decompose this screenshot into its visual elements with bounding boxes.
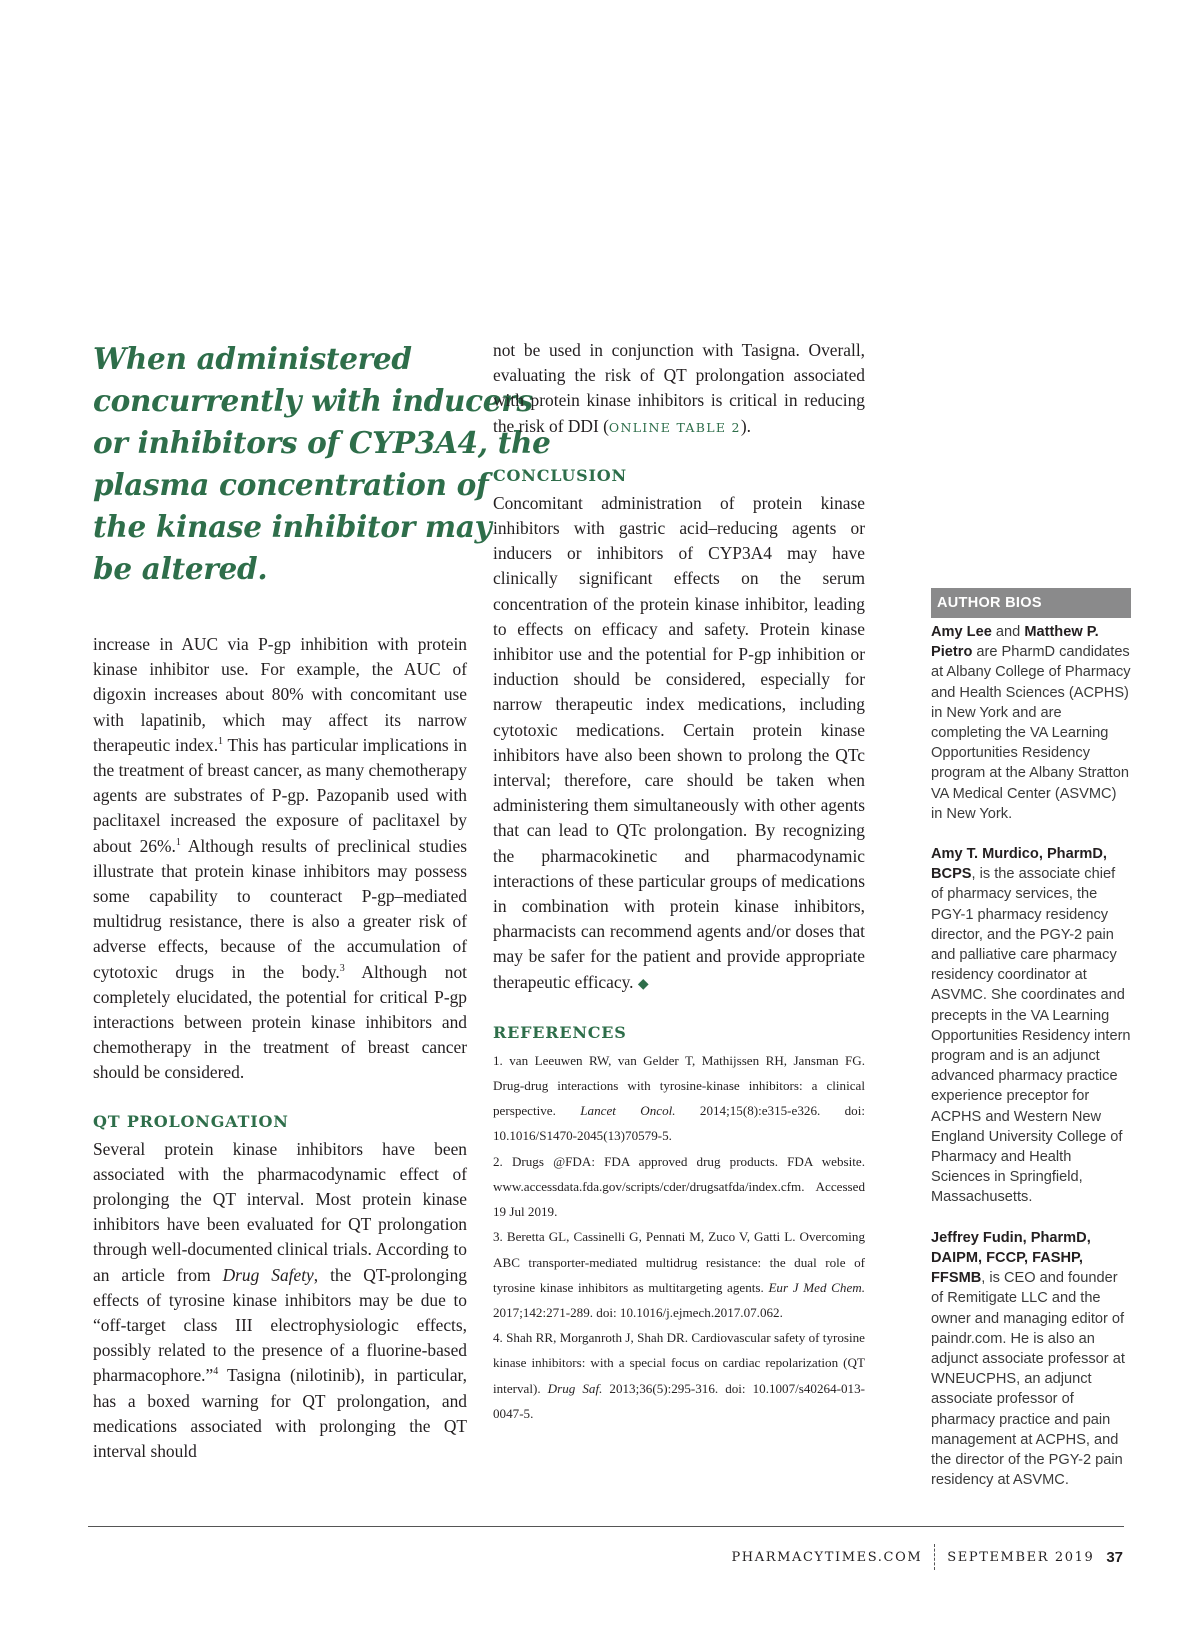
author-bio: Jeffrey Fudin, PharmD, DAIPM, FCCP, FASHP, FFSMB, is CEO and founder of Remitigate LLC and the owner and managing editor of paindr.com. He is also an adjunct associate professor at WNEUCPHS, an adjunct associate professor of pharmacy practice and pain management at ACPHS, and the director of the PGY-2 pain residency at ASVMC. <box>931 1229 1125 1489</box>
author-name: Matthew P. Pietro <box>931 624 1099 661</box>
citation-superscript: 4 <box>213 1366 219 1378</box>
author-name: Amy Lee <box>931 624 992 640</box>
pull-quote-line: the kinase inhibitor may <box>93 509 492 544</box>
journal-title: Drug Safety <box>222 1264 314 1285</box>
body-paragraph-conclusion: Concomitant administration of protein kinase inhibitors with gastric acid–reducing agents or inducers or inhibitors of CYP3A4 may have clinically significant effects on the serum concentration of the protein kinase inhibitor, leading to effects on efficacy and safety. Protein kinase inhibitor use and the potential for P-gp inhibition or induction should be considered, especially for narrow therapeutic index medications, including cytotoxic medications. Certain protein kinase inhibitors have also been shown to prolong the QTc interval; therefore, care should be taken when administering them simultaneously with other agents that can lead to QTc prolongation. By recognizing the pharmacokinetic and pharmacodynamic interactions of these particular groups of medications in combination with protein kinase inhibitors, pharmacists can recommend agents and/or doses that may be safer for the patient and provide appropriate therapeutic efficacy. ◆ <box>493 492 865 992</box>
reference-item: 1. van Leeuwen RW, van Gelder T, Mathijssen RH, Jansman FG. Drug-drug interactions with tyrosine-kinase inhibitors: a clinical perspective. Lancet Oncol. 2014;15(8):e315-e326. doi: 10.1016/S1470-2045(13)70579-5. <box>493 1052 866 1144</box>
pull-quote <box>93 338 551 590</box>
pull-quote-line: plasma concentration of <box>93 467 489 502</box>
author-bios-heading: AUTHOR BIOS <box>931 588 1131 618</box>
author-bios-sidebar <box>931 588 1131 1510</box>
online-table-link[interactable]: ONLINE TABLE 2 <box>608 419 741 435</box>
pull-quote-line: concurrently with inducers <box>93 383 533 418</box>
body-paragraph-qt: Several protein kinase inhibitors have been associated with the pharmacodynamic effect of prolonging the QT interval. Most protein kinase inhibitors have been evaluated for QT prolongation through well-documented clinical trials. According to an article from Drug Safety, the QT-prolonging effects of tyrosine kinase inhibitors may be due to “off-target class III electrophysiologic effects, possibly related to the presence of a fluorine-based pharmacophore.”$^4$ Tasigna (nilotinib), in particular, has a boxed warning for QT prolongation, and medications associated with prolonging the QT interval should <box>93 1138 467 1462</box>
pull-quote-line: be altered. <box>93 551 268 586</box>
author-bio: Amy Lee and Matthew P. Pietro are PharmD candidates at Albany College of Pharmacy and Health Sciences (ACPHS) in New York and are completing the VA Learning Opportunities Residency program at the Albany Stratton VA Medical Center (ASVMC) in New York. <box>931 624 1131 822</box>
page-number: 37 <box>1106 1548 1123 1566</box>
citation-superscript: 1 <box>175 836 181 848</box>
page-footer <box>731 1544 1123 1570</box>
author-name: Amy T. Murdico, PharmD, BCPS <box>931 846 1107 883</box>
reference-list <box>493 1048 865 1426</box>
left-column <box>93 338 551 1464</box>
reference-item: 2. Drugs @FDA: FDA approved drug products. FDA website. www.accessdata.fda.gov/scripts/cder/drugsatfda/index.cfm. Accessed 19 Jul 2019. <box>493 1153 865 1220</box>
pull-quote-line: When administered <box>93 341 412 376</box>
citation-superscript: 3 <box>339 962 345 974</box>
reference-journal: Lancet Oncol. <box>580 1103 676 1119</box>
section-heading-conclusion: CONCLUSION <box>493 465 627 485</box>
reference-journal: Drug Saf. <box>547 1380 603 1396</box>
footer-site[interactable]: PHARMACYTIMES.COM <box>731 1549 923 1565</box>
author-bio: Amy T. Murdico, PharmD, BCPS, is the associate chief of pharmacy services, the PGY-1 pharmacy residency director, and the PGY-2 pain and palliative care pharmacy residency coordinator at ASVMC. She coordinates and precepts in the VA Learning Opportunities Residency intern program and is an adjunct advanced pharmacy practice experience preceptor for ACPHS and Western New England University College of Pharmacy and Health Sciences in Springfield, Massachusetts. <box>931 846 1131 1206</box>
body-paragraph-continued: not be used in conjunction with Tasigna. Overall, evaluating the risk of QT prolongation associated with protein kinase inhibitors is critical in reducing the risk of DDI (ONLINE TABLE 2). <box>493 340 865 436</box>
author-name: Jeffrey Fudin, PharmD, DAIPM, FCCP, FASHP, FFSMB <box>931 1229 1091 1287</box>
pull-quote-line: or inhibitors of CYP3A4, the <box>93 425 551 460</box>
section-heading-references: REFERENCES <box>493 1022 627 1042</box>
reference-item: 3. Beretta GL, Cassinelli G, Pennati M, Zuco V, Gatti L. Overcoming ABC transporter-mediated multidrug resistance: the dual role of tyrosine kinase inhibitors as multitargeting agents. Eur J Med Chem. 2017;142:271-289. doi: 10.1016/j.ejmech.2017.07.062. <box>493 1229 865 1320</box>
end-mark-icon: ◆ <box>637 976 649 992</box>
section-heading-qt: QT PROLONGATION <box>93 1111 289 1131</box>
footer-divider <box>934 1544 935 1570</box>
middle-column <box>493 338 865 1426</box>
footer-date: SEPTEMBER 2019 <box>947 1549 1095 1565</box>
reference-journal: Eur J Med Chem. <box>768 1279 865 1295</box>
citation-superscript: 1 <box>218 736 224 748</box>
footer-rule <box>88 1526 1124 1527</box>
reference-item: 4. Shah RR, Morganroth J, Shah DR. Cardiovascular safety of tyrosine kinase inhibitors: with a special focus on cardiac repolarization (QT interval). Drug Saf. 2013;36(5):295-316. doi: 10.1007/s40264-013-0047-5. <box>493 1330 865 1421</box>
body-paragraph-pgp: increase in AUC via P-gp inhibition with protein kinase inhibitor use. For example, the AUC of digoxin increases about 80% with concomitant use with lapatinib, which may affect its narrow therapeutic index.$^1$ This has particular implications in the treatment of breast cancer, as many chemotherapy agents are substrates of P-gp. Pazopanib used with paclitaxel increased the exposure of paclitaxel by about 26%.$^1$ Although results of preclinical studies illustrate that protein kinase inhibitors may possess some capability to counteract P-gp–mediated multidrug resistance, there is also a greater risk of adverse effects, because of the accumulation of cytotoxic drugs in the body.$^3$ Although not completely elucidated, the potential for critical P-gp interactions between protein kinase inhibitors and chemotherapy in the treatment of breast cancer should be considered. <box>93 634 468 1083</box>
